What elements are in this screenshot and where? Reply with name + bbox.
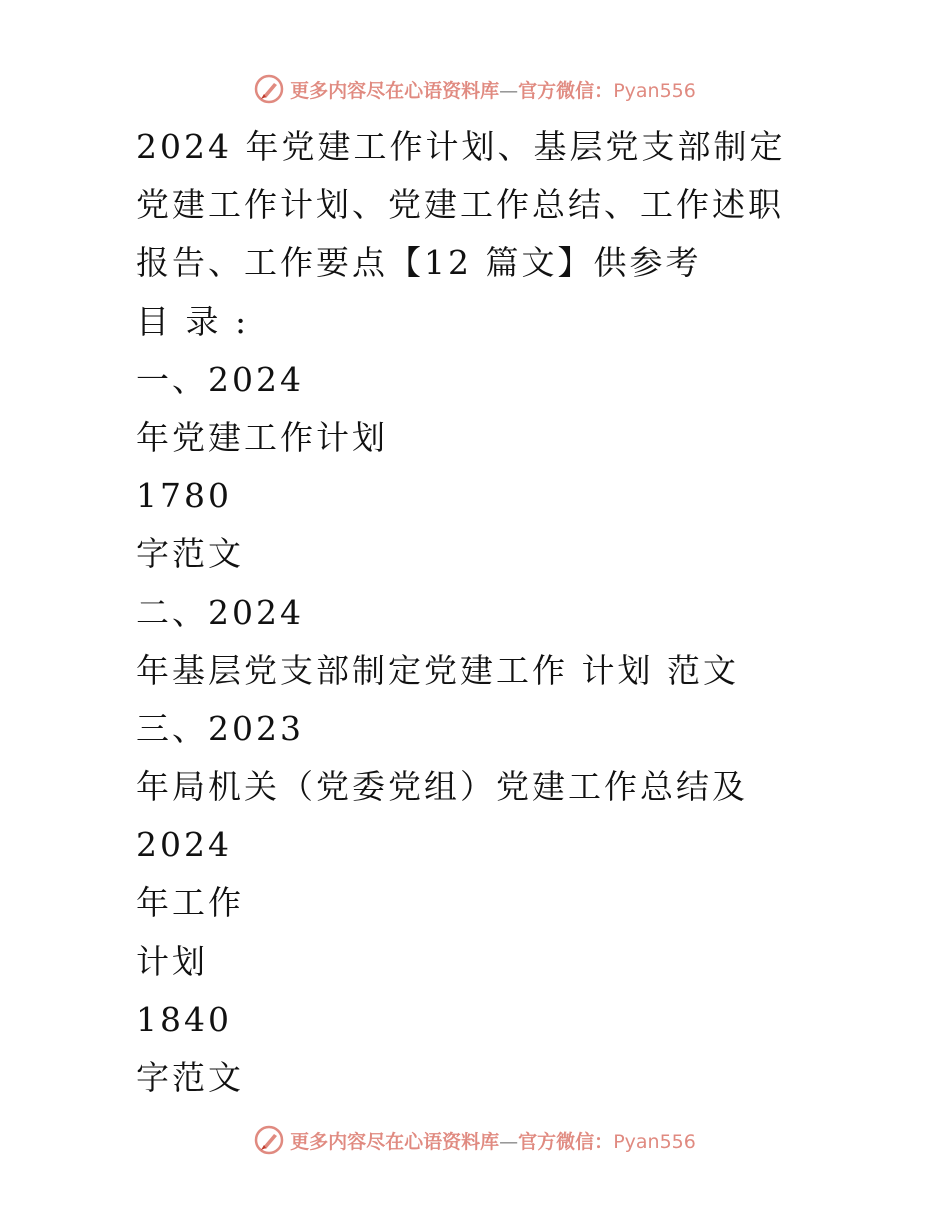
watermark-text (290, 76, 696, 103)
watermark-text (290, 1127, 696, 1154)
watermark-separator: — (499, 1130, 519, 1153)
toc-line: 年基层党支部制定党建工作 计划 范文 (136, 650, 739, 690)
title-line-2: 党建工作计划、党建工作总结、工作述职 (136, 185, 784, 225)
toc-line: 1780 (136, 476, 232, 516)
toc-line: 字范文 (136, 534, 244, 574)
watermark-site: 更多内容尽在心语资料库 (290, 1130, 500, 1153)
toc-line: 字范文 (136, 1058, 244, 1097)
watermark-id: Pyan556 (613, 1130, 696, 1153)
toc-line: 年局机关（党委党组）党建工作总结及 (136, 767, 748, 807)
footer-watermark (0, 1120, 950, 1160)
watermark-label: 官方微信： (518, 1130, 614, 1153)
title-line-3: 报告、工作要点【12 篇文】供参考 (136, 243, 702, 283)
toc-line: 2024 (136, 825, 232, 865)
toc-line: 1840 (136, 999, 232, 1039)
toc-line: 年党建工作计划 (136, 417, 388, 457)
header-watermark (0, 69, 950, 109)
toc-line: 年工作 (136, 883, 244, 923)
toc-heading: 目 录 : (136, 301, 250, 341)
title-line-1: 2024 年党建工作计划、基层党支部制定 (136, 127, 786, 166)
toc-line: 计划 (136, 941, 208, 981)
document-body (136, 118, 836, 1107)
toc-line: 一、2024 (136, 359, 304, 399)
quill-pen-logo-icon (254, 74, 284, 104)
toc-line: 三、2023 (136, 708, 304, 748)
toc-line: 二、2024 (136, 592, 304, 632)
quill-pen-logo-icon (254, 1125, 284, 1155)
watermark-site: 更多内容尽在心语资料库 (290, 79, 500, 102)
watermark-id: Pyan556 (613, 79, 696, 102)
watermark-separator: — (499, 79, 519, 102)
watermark-label: 官方微信： (518, 79, 614, 102)
